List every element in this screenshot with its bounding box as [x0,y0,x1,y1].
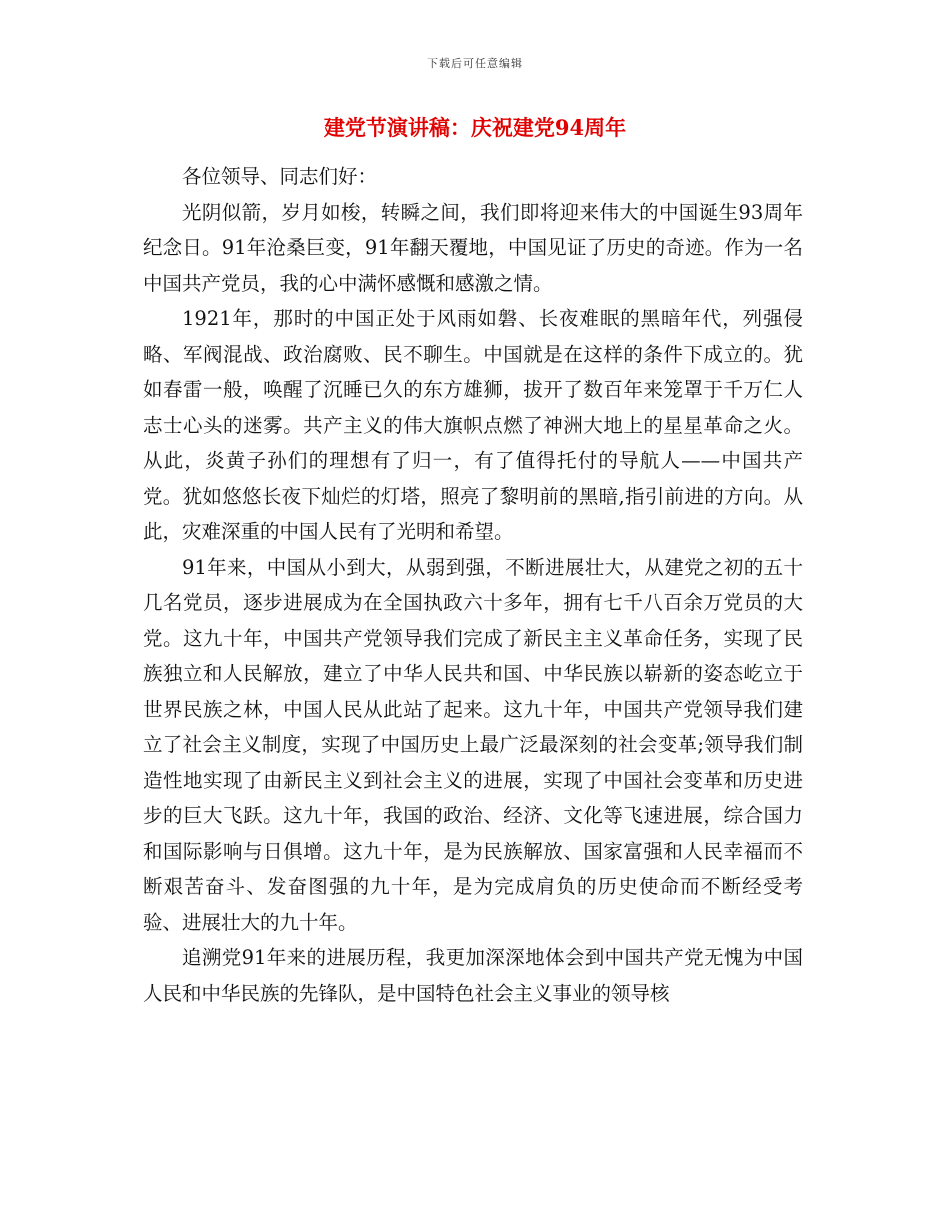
document-body [143,159,803,1011]
body-paragraph: 追溯党91年来的进展历程，我更加深深地体会到中国共产党无愧为中国人民和中华民族的先锋队，是中国特色社会主义事业的领导核 [143,946,803,1005]
body-paragraph: 91年来，中国从小到大，从弱到强，不断进展壮大，从建党之初的五十几名党员，逐步进展成为在全国执政六十多年，拥有七千八百余万党员的大党。这九十年，中国共产党领导我们完成了新民主主义革命任务，实现了民族独立和人民解放，建立了中华人民共和国、中华民族以崭新的姿态屹立于世界民族之林，中国人民从此站了起来。这九十年，中国共产党领导我们建立了社会主义制度，实现了中国历史上最广泛最深刻的社会变革;领导我们制造性地实现了由新民主义到社会主义的进展，实现了中国社会变革和历史进步的巨大飞跃。这九十年，我国的政治、经济、文化等飞速进展，综合国力和国际影响与日俱增。这九十年，是为民族解放、国家富强和人民幸福而不断艰苦奋斗、发奋图强的九十年，是为完成肩负的历史使命而不断经受考验、进展壮大的九十年。 [143,555,803,934]
header-note: 下载后可任意编辑 [427,57,523,70]
salutation: 各位领导、同志们好： [182,165,378,188]
document-title: 建党节演讲稿：庆祝建党94周年 [323,115,627,140]
body-paragraph: 光阴似箭，岁月如梭，转瞬之间，我们即将迎来伟大的中国诞生93周年纪念日。91年沧桑巨变，91年翻天覆地，中国见证了历史的奇迹。作为一名中国共产党员，我的心中满怀感慨和感激之情。 [143,200,803,295]
body-paragraph: 1921年，那时的中国正处于风雨如磐、长夜难眠的黑暗年代，列强侵略、军阀混战、政治腐败、民不聊生。中国就是在这样的条件下成立的。犹如春雷一般，唤醒了沉睡已久的东方雄狮，拔开了数百年来笼罩于千万仁人志士心头的迷雾。共产主义的伟大旗帜点燃了神洲大地上的星星革命之火。从此，炎黄子孙们的理想有了归一，有了值得托付的导航人——中国共产党。犹如悠悠长夜下灿烂的灯塔，照亮了黎明前的黑暗,指引前进的方向。从此，灾难深重的中国人民有了光明和希望。 [143,307,803,543]
